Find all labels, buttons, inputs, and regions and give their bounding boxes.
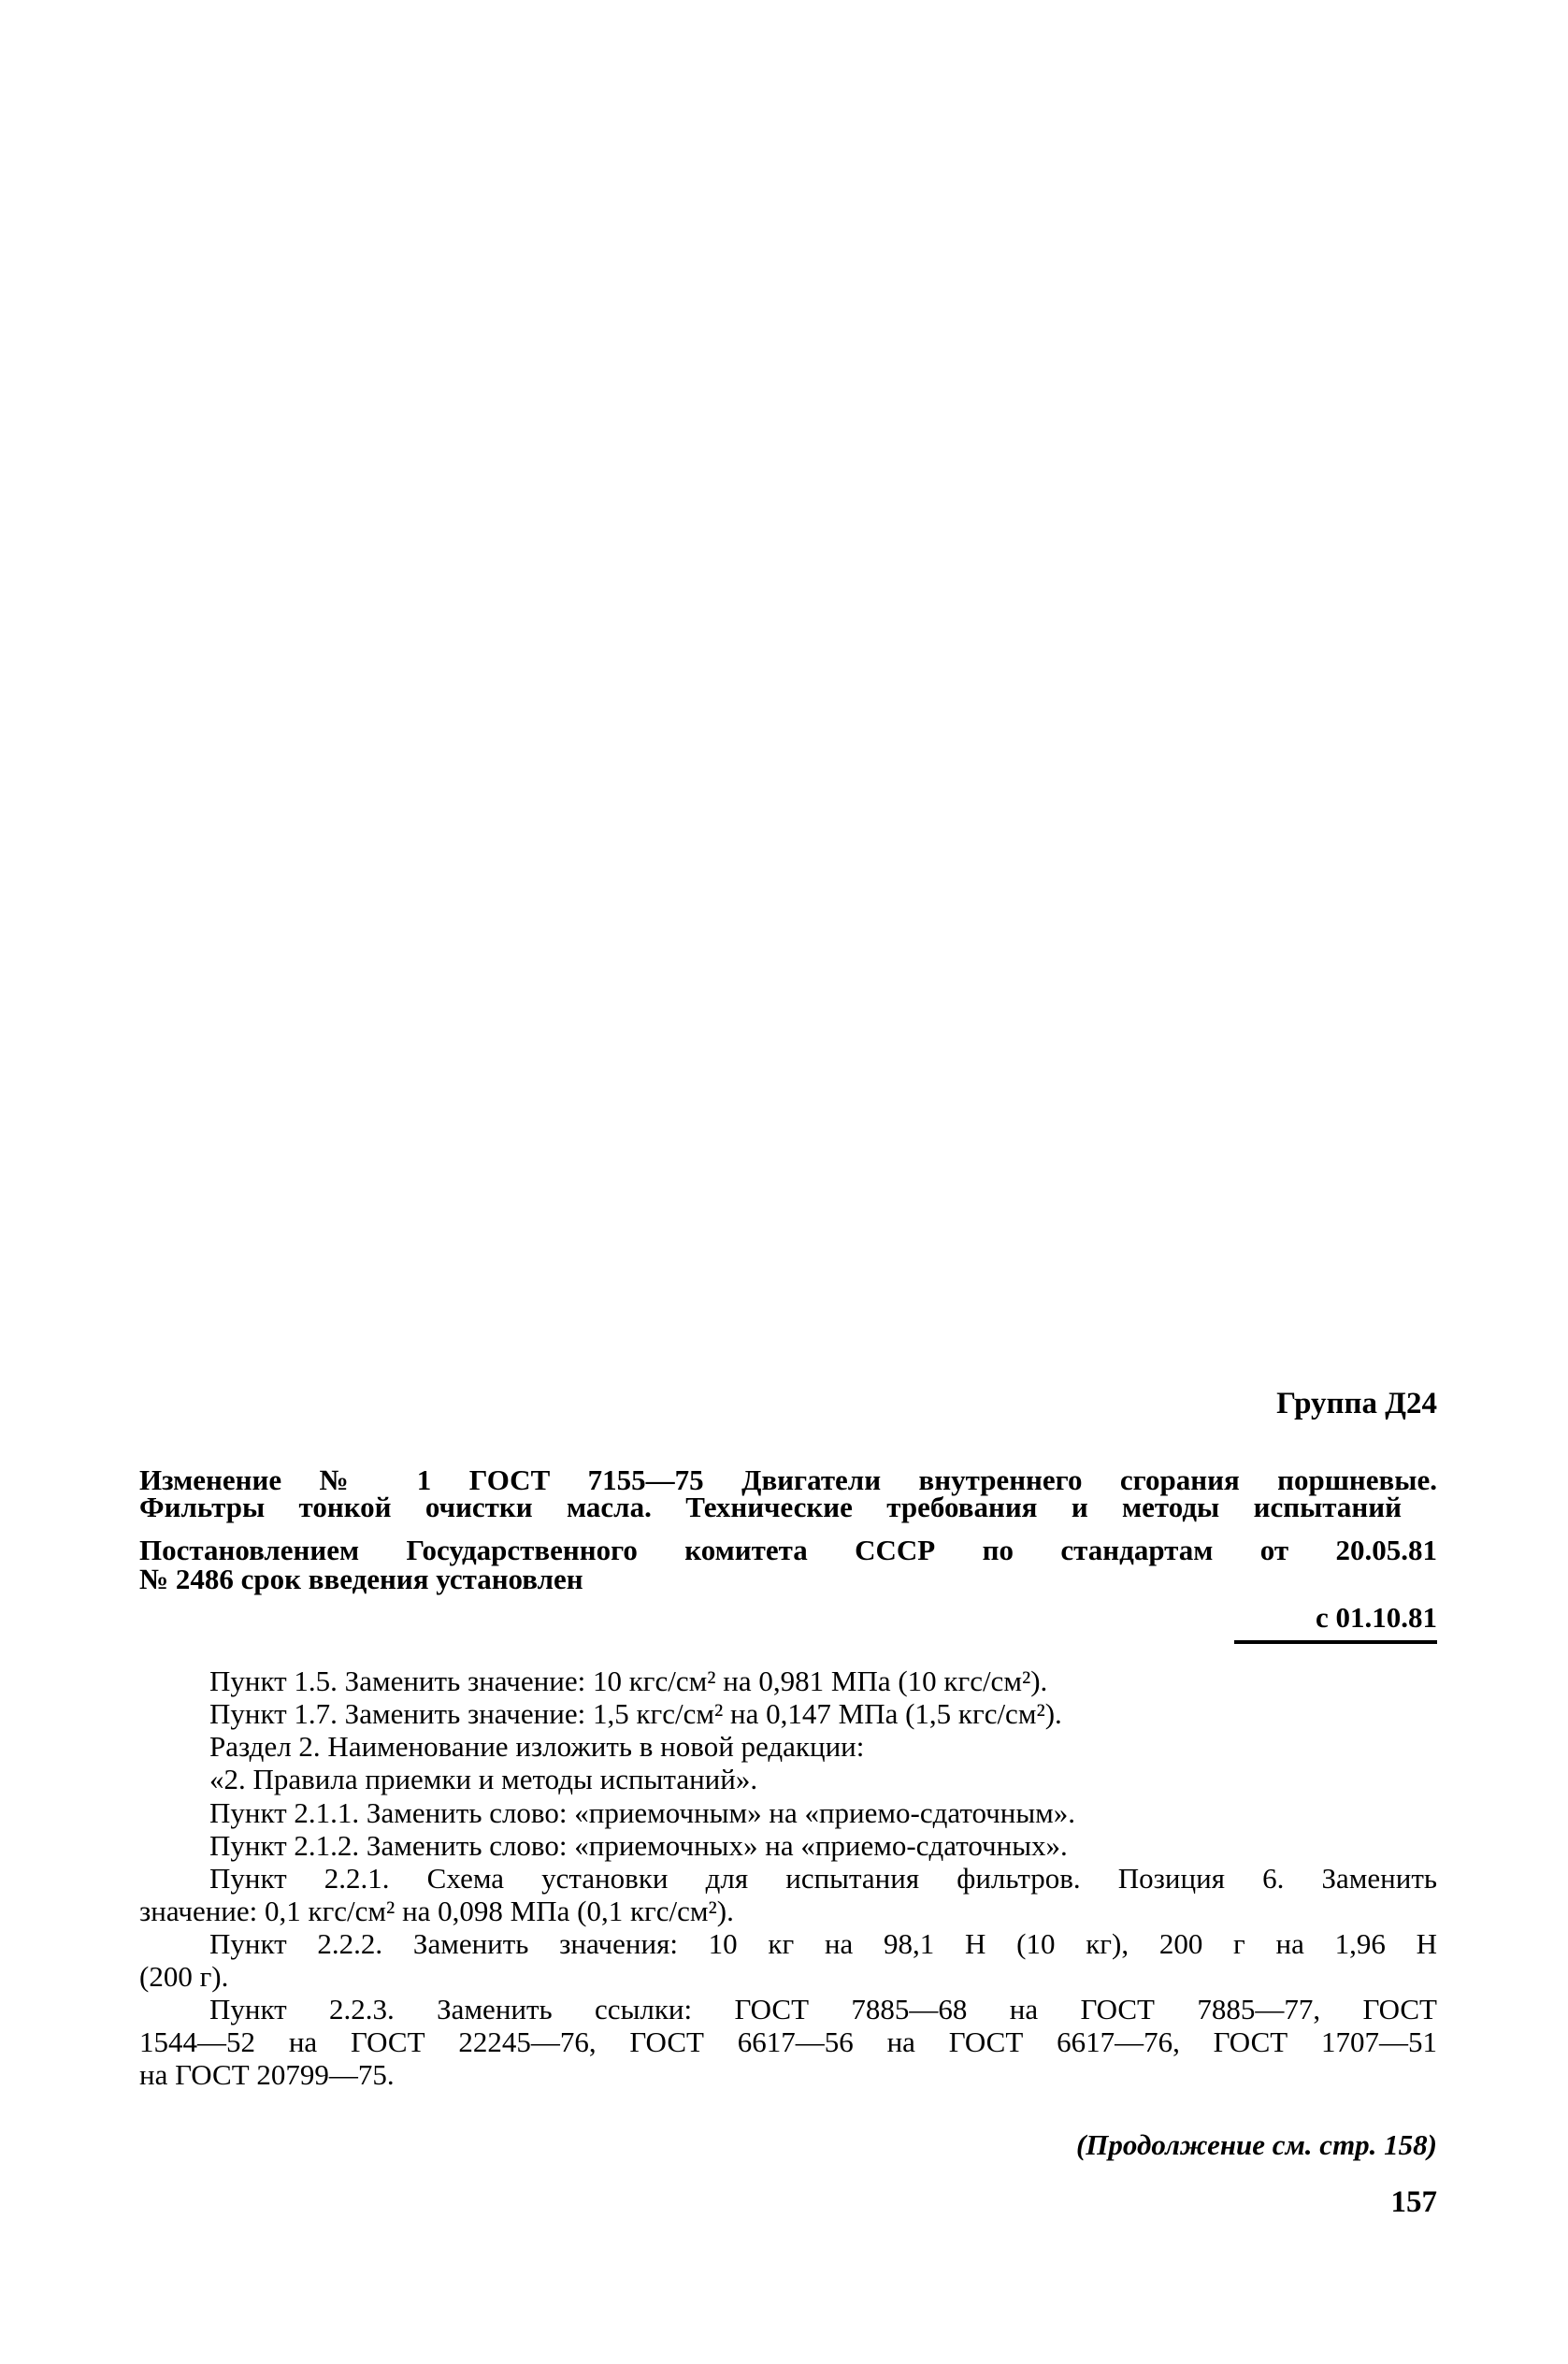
body-line: (200 г). — [139, 1960, 229, 1993]
effective-date: с 01.10.81 — [1315, 1601, 1437, 1634]
body-line: Раздел 2. Наименование изложить в новой редакции: — [209, 1730, 865, 1763]
body-line: на ГОСТ 20799—75. — [139, 2058, 395, 2091]
group-code: Группа Д24 — [1276, 1387, 1437, 1420]
title-line-1: Изменение № 1 ГОСТ 7155—75 Двигатели внутреннего сгорания поршневые. — [139, 1463, 1437, 1496]
body-line: значение: 0,1 кгс/см² на 0,098 МПа (0,1 кгс/см²). — [139, 1895, 734, 1927]
body-line: Пункт 2.1.2. Заменить слово: «приемочных» на «приемо-сдаточных». — [209, 1829, 1068, 1862]
body-line: «2. Правила приемки и методы испытаний». — [209, 1763, 758, 1795]
body-line: Пункт 1.5. Заменить значение: 10 кгс/см² на 0,981 МПа (10 кгс/см²). — [209, 1665, 1048, 1697]
body-line: 1544—52 на ГОСТ 22245—76, ГОСТ 6617—56 на ГОСТ 6617—76, ГОСТ 1707—51 — [139, 2025, 1437, 2058]
decree-line-2: № 2486 срок введения установлен — [139, 1563, 583, 1595]
body-line: Пункт 2.1.1. Заменить слово: «приемочным» на «приемо-сдаточным». — [209, 1796, 1076, 1829]
body-line: Пункт 2.2.2. Заменить значения: 10 кг на 98,1 Н (10 кг), 200 г на 1,96 Н — [209, 1927, 1437, 1960]
date-underline — [1234, 1640, 1437, 1644]
body-line: Пункт 1.7. Заменить значение: 1,5 кгс/см² на 0,147 МПа (1,5 кгс/см²). — [209, 1697, 1062, 1730]
title-line-2: Фильтры тонкой очистки масла. Технические требования и методы испытаний — [139, 1491, 1402, 1523]
page-number: 157 — [1390, 2185, 1437, 2219]
body-line: Пункт 2.2.1. Схема установки для испытания фильтров. Позиция 6. Заменить — [209, 1862, 1437, 1895]
body-line: Пункт 2.2.3. Заменить ссылки: ГОСТ 7885—68 на ГОСТ 7885—77, ГОСТ — [209, 1993, 1437, 2025]
decree-line-1: Постановлением Государственного комитета СССР по стандартам от 20.05.81 — [139, 1534, 1437, 1566]
continuation-note: (Продолжение см. стр. 158) — [1075, 2128, 1437, 2161]
